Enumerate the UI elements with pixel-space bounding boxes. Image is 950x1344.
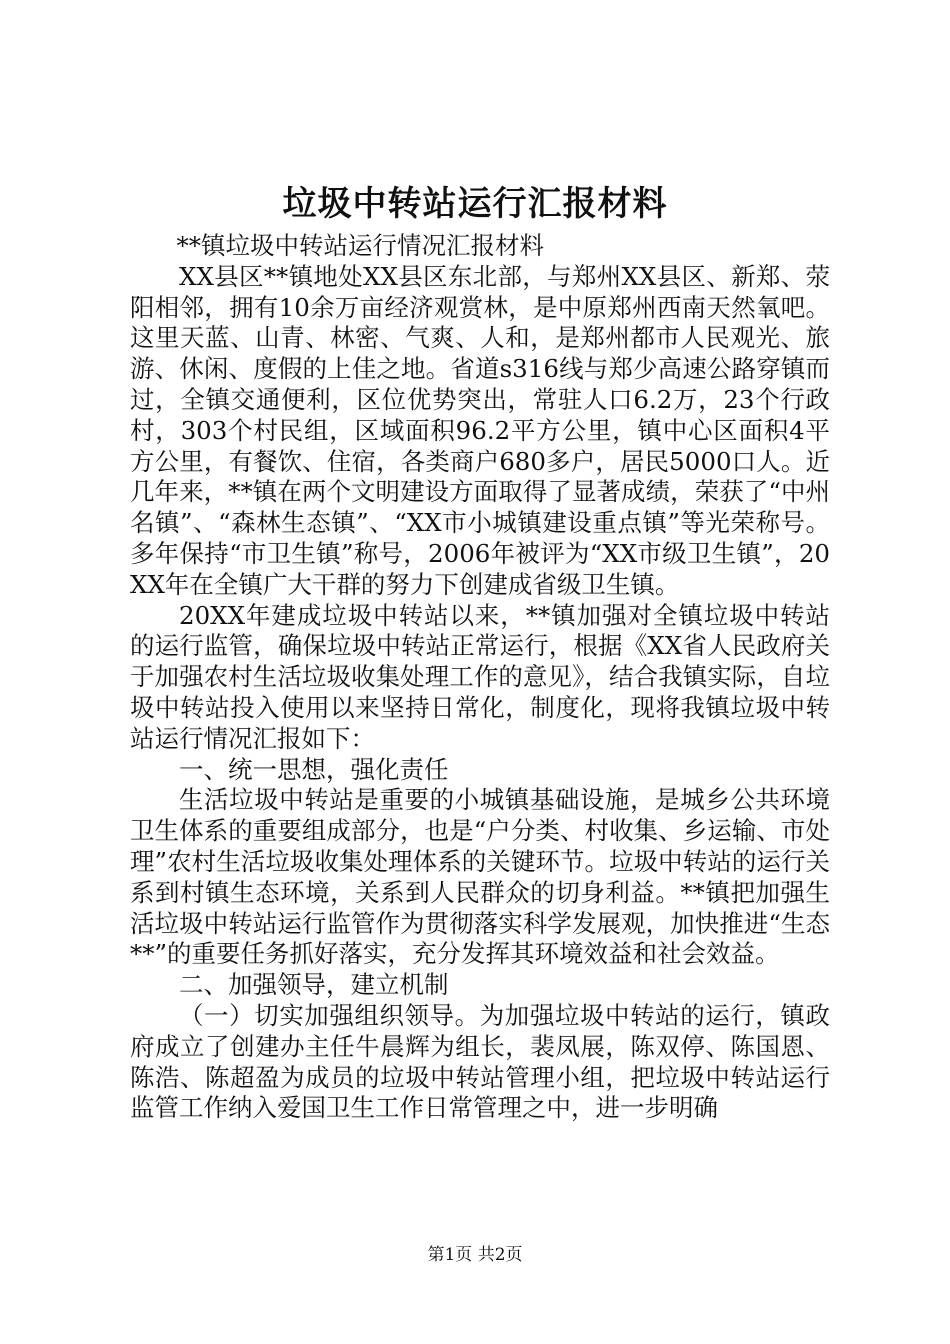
section-heading-2: 二、加强领导，建立机制 xyxy=(179,970,449,1000)
document-body xyxy=(130,231,830,1124)
section-heading-1: 一、统一思想，强化责任 xyxy=(179,754,449,784)
document-subtitle: **镇垃圾中转站运行情况汇报材料 xyxy=(176,231,545,260)
page-number-footer: 第1页 共2页 xyxy=(427,1245,523,1265)
paragraph-section-2-item-1: （一）切实加强组织领导。为加强垃圾中转站的运行，镇政府成立了创建办主任牛晨辉为组长，裴凤展，陈双停、陈国恩、陈浩、陈超盈为成员的垃圾中转站管理小组，把垃圾中转站运行监管工作纳入爱国卫生工作日常管理之中，进一步明确 xyxy=(130,1000,830,1123)
paragraph-section-1: 生活垃圾中转站是重要的小城镇基础设施，是城乡公共环境卫生体系的重要组成部分，也是“户分类、村收集、乡运输、市处理”农村生活垃圾收集处理体系的关键环节。垃圾中转站的运行关系到村镇生态环境，关系到人民群众的切身利益。**镇把加强生活垃圾中转站运行监管作为贯彻落实科学发展观，加快推进“生态**”的重要任务抓好落实，充分发挥其环境效益和社会效益。 xyxy=(130,785,830,969)
paragraph-overview: XX县区**镇地处XX县区东北部，与郑州XX县区、新郑、荥阳相邻，拥有10余万亩经济观赏林，是中原郑州西南天然氧吧。这里天蓝、山青、林密、气爽、人和，是郑州都市人民观光、旅游、休闲、度假的上佳之地。省道s316线与郑少高速公路穿镇而过，全镇交通便利，区位优势突出，常驻人口6.2万，23个行政村，303个村民组，区域面积96.2平方公里，镇中心区面积4平方公里，有餐饮、住宿，各类商户680多户，居民5000口人。近几年来，**镇在两个文明建设方面取得了显著成绩，荣获了“中州名镇”、“森林生态镇”、“XX市小城镇建设重点镇”等光荣称号。多年保持“市卫生镇”称号，2006年被评为“XX市级卫生镇”，20XX年在全镇广大干群的努力下创建成省级卫生镇。 xyxy=(130,261,830,599)
paragraph-intro: 20XX年建成垃圾中转站以来，**镇加强对全镇垃圾中转站的运行监管，确保垃圾中转站正常运行，根据《XX省人民政府关于加强农村生活垃圾收集处理工作的意见》，结合我镇实际，自垃圾中转站投入使用以来坚持日常化，制度化，现将我镇垃圾中转站运行情况汇报如下： xyxy=(130,600,830,753)
document-title: 垃圾中转站运行汇报材料 xyxy=(282,184,668,224)
